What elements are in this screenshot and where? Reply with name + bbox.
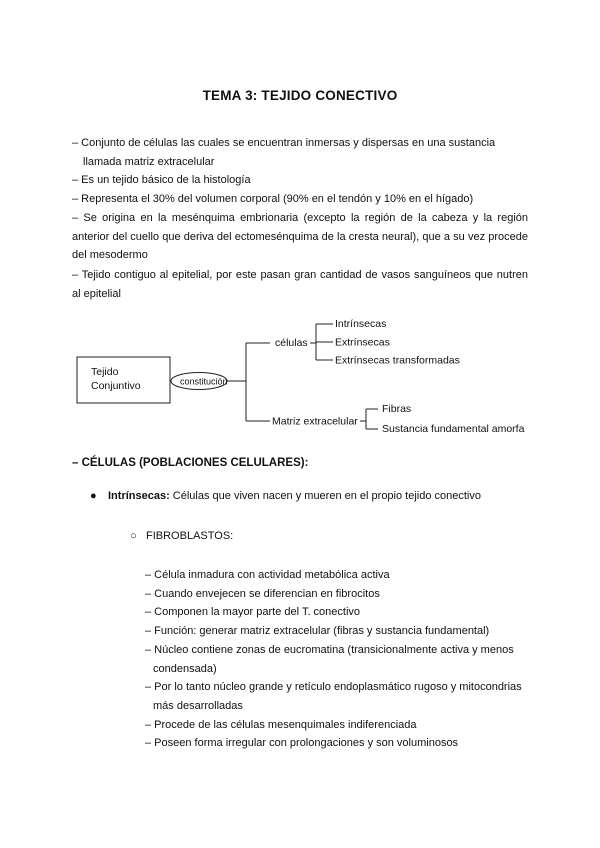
intro-paragraph-4: – Se origina en la mesénquima embrionaria (excepto la región de la cabeza y la región anterior del cuello que deriva del ectomesénquima de la cresta neural), que a su vez procede del mesodermo [72, 212, 528, 262]
intro-paragraph-2: – Es un tejido básico de la histología [72, 174, 251, 186]
list-item: – Por lo tanto núcleo grande y retículo endoplasmático rugoso y mitocondrias más desarrolladas [145, 681, 522, 712]
list-item: – Célula inmadura con actividad metabólica activa [145, 569, 390, 581]
bullet-dot: ● [90, 490, 97, 502]
intro-paragraph-3: – Representa el 30% del volumen corporal (90% en el tendón y 10% en el hígado) [72, 193, 474, 205]
intrinsecas-bullet-item [90, 490, 481, 502]
page-title: TEMA 3: TEJIDO CONECTIVO [202, 88, 398, 103]
diagram-root-line1: Tejido [91, 366, 119, 378]
diagram-branch-matrix: Matriz extracelular [272, 415, 358, 428]
diagram-connector-label: constitución [180, 376, 228, 387]
list-item: – Poseen forma irregular con prolongaciones y son voluminosos [145, 737, 459, 750]
list-item: – Núcleo contiene zonas de eucromatina (transicionalmente activa y menos condensada) [145, 643, 514, 675]
diagram-branch-cells: células [275, 337, 308, 349]
intro-p1-line2: llamada matriz extracelular [83, 155, 215, 168]
fibroblastos-label: FIBROBLASTOS: [146, 530, 234, 542]
list-item: – Procede de las células mesenquimales indiferenciada [145, 718, 417, 731]
intrinsecas-label: Intrínsecas: [108, 490, 170, 502]
fibroblastos-list [145, 566, 535, 753]
diagram-cell-extrinsecas: Extrínsecas [335, 336, 390, 349]
diagram-cell-extrinsecas-transformadas: Extrínsecas transformadas [335, 354, 460, 367]
intrinsecas-text: Células que viven nacen y mueren en el propio tejido conectivo [169, 490, 481, 502]
list-item: – Cuando envejecen se diferencian en fibrocitos [145, 587, 380, 600]
diagram-matrix-sustancia: Sustancia fundamental amorfa [382, 423, 525, 435]
list-item: – Función: generar matriz extracelular (fibras y sustancia fundamental) [145, 625, 490, 638]
intro-p1-line1: – Conjunto de células las cuales se encuentran inmersas y dispersas en una sustancia [72, 137, 496, 149]
diagram-root-line2: Conjuntivo [91, 380, 141, 392]
list-item: – Componen la mayor parte del T. conectivo [145, 606, 361, 619]
fibroblastos-subheading [130, 530, 233, 542]
diagram-matrix-fibras: Fibras [382, 403, 412, 415]
section-heading: – CÉLULAS (POBLACIONES CELULARES): [72, 457, 309, 469]
sub-bullet-circle: ○ [130, 530, 137, 542]
diagram-cell-intrinsecas: Intrínsecas [335, 318, 387, 330]
intro-paragraph-5: – Tejido contiguo al epitelial, por este pasan gran cantidad de vasos sanguíneos que nutren al epitelial [72, 269, 528, 300]
